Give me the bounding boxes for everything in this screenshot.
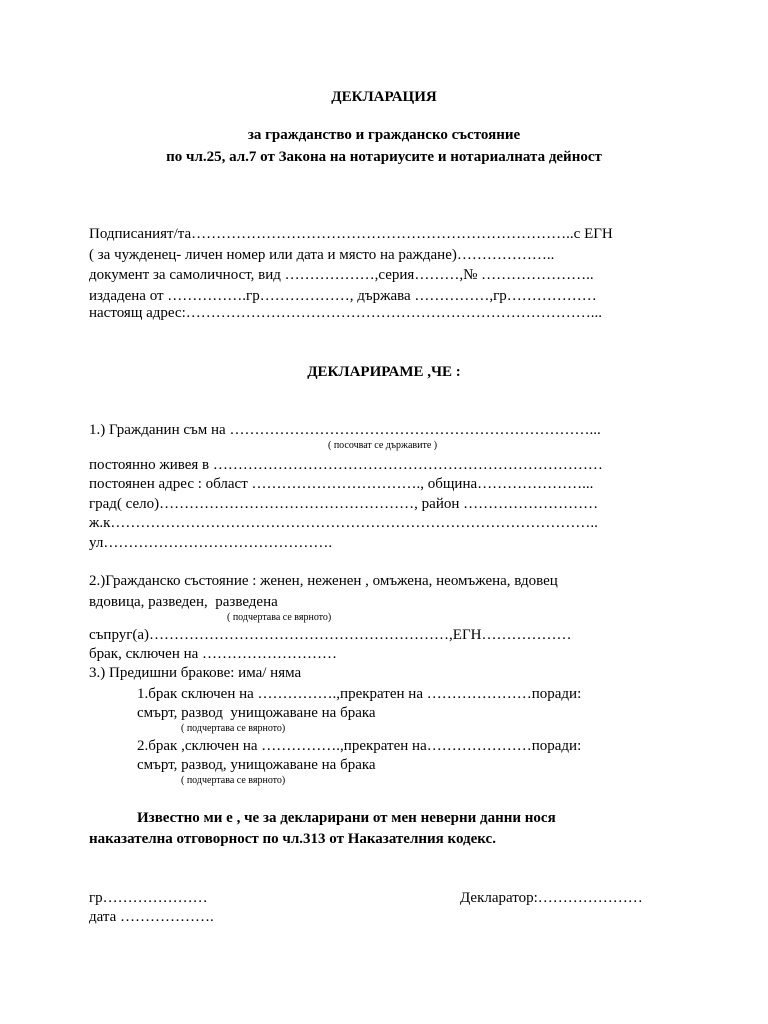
liability-statement-line-1: Известно ми е , че за декларирани от мен неверни данни нося bbox=[137, 810, 556, 826]
footer-city-line: гр………………… bbox=[89, 890, 208, 906]
citizenship-note: ( посочват се държавите ) bbox=[328, 440, 438, 451]
civil-status-options-line: вдовица, разведен, разведена bbox=[89, 594, 278, 610]
previous-marriage-2-note: ( подчертава се вярното) bbox=[181, 775, 286, 786]
footer-declarant-line: Декларатор:………………… bbox=[460, 890, 643, 906]
declaration-heading: ДЕКЛАРИРАМЕ ,ЧЕ : bbox=[307, 364, 461, 380]
previous-marriage-2-reasons: смърт, развод, унищожаване на брака bbox=[137, 757, 376, 773]
marriage-date-line: брак, сключен на ……………………… bbox=[89, 646, 338, 662]
spouse-line: съпруг(а)……………………………………………………,ЕГН……………… bbox=[89, 627, 572, 643]
previous-marriage-1-line: 1.брак сключен на …………….,прекратен на …………………поради: bbox=[137, 686, 582, 702]
permanent-address-line: постоянен адрес : област ……………………………., община…………………... bbox=[89, 476, 594, 492]
declarant-name-line: Подписаният/та…………………………………………………………………..с ЕГН bbox=[89, 226, 613, 242]
civil-status-note: ( подчертава се вярното) bbox=[227, 612, 332, 623]
previous-marriages-heading: 3.) Предишни бракове: има/ няма bbox=[89, 665, 302, 681]
document-subtitle-1: за гражданство и гражданско състояние bbox=[247, 127, 521, 143]
previous-marriage-2-line: 2.брак ,сключен на …………….,прекратен на…………………поради: bbox=[137, 738, 582, 754]
street-line: ул………………………………………. bbox=[89, 535, 333, 551]
declarant-id-document-line: документ за самоличност, вид ………………,серия………,№ ………………….. bbox=[89, 267, 594, 283]
city-district-line: град( село)……………………………………………, район ……………………… bbox=[89, 496, 599, 512]
previous-marriage-1-note: ( подчертава се вярното) bbox=[181, 723, 286, 734]
declarant-current-address-line: настоящ адрес:………………………………………………………………………... bbox=[89, 305, 603, 321]
civil-status-line: 2.)Гражданско състояние : женен, неженен , омъжена, неомъжена, вдовец bbox=[89, 573, 558, 589]
permanent-residence-line: постоянно живея в …………………………………………………………………… bbox=[89, 457, 603, 473]
residential-complex-line: ж.к…………………………………………………………………………………….. bbox=[89, 515, 598, 531]
declarant-issued-by-line: издадена от …………….гр………………, държава ……………,гр……………… bbox=[89, 288, 597, 304]
footer-date-line: дата ………………. bbox=[89, 909, 214, 925]
liability-statement-line-2: наказателна отговорност по чл.313 от Наказателния кодекс. bbox=[89, 831, 496, 847]
previous-marriage-1-reasons: смърт, развод унищожаване на брака bbox=[137, 705, 376, 721]
citizenship-line: 1.) Гражданин съм на ………………………………………………………………... bbox=[89, 422, 601, 438]
declarant-foreigner-line: ( за чужденец- личен номер или дата и място на раждане)……………….. bbox=[89, 247, 555, 263]
document-subtitle-2: по чл.25, ал.7 от Закона на нотариусите и нотариалната дейност bbox=[166, 149, 602, 165]
document-title: ДЕКЛАРАЦИЯ bbox=[331, 89, 437, 105]
